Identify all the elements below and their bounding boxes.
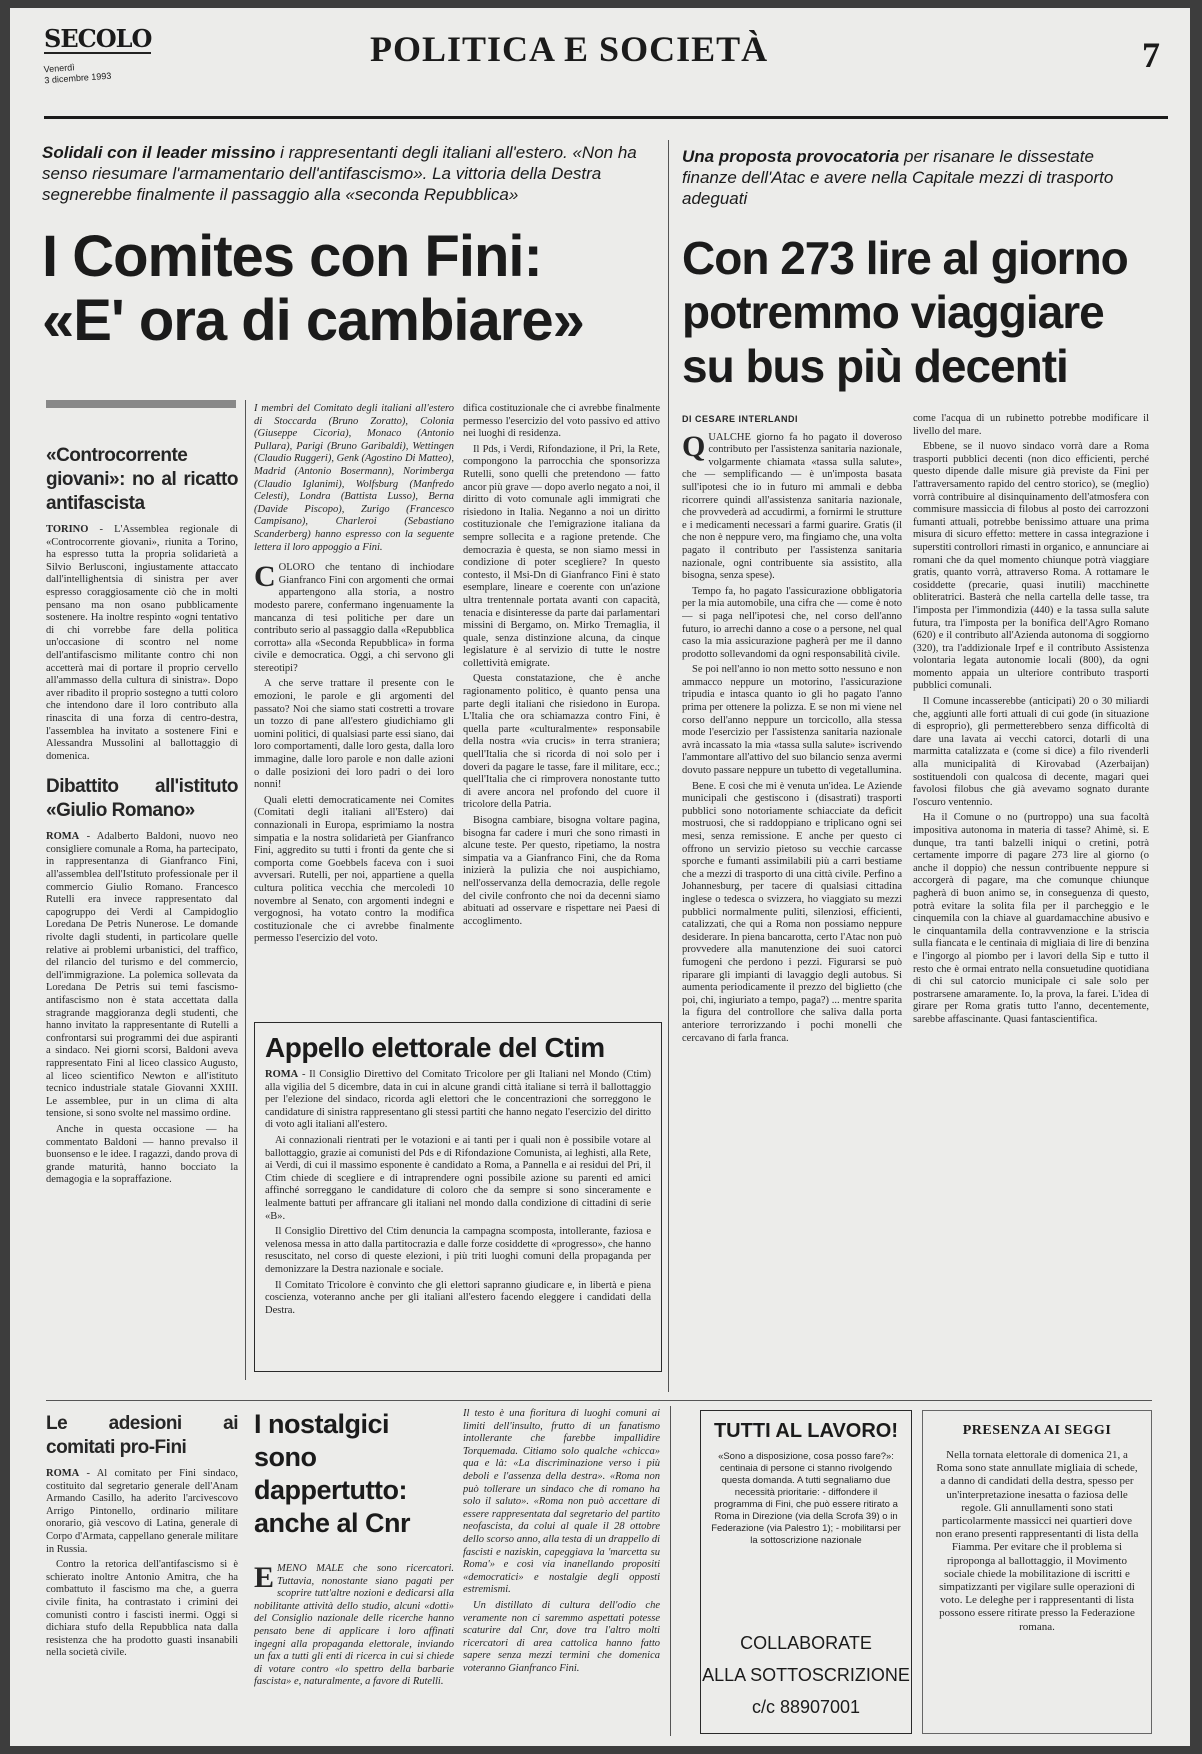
issue-date: Venerdì 3 dicembre 1993 [43,62,112,86]
ctim-box [254,1022,662,1372]
right-kicker: Una proposta provocatoria per risanare le dissestate finanze dell'Atac e avere nella Capitale mezzi di trasporto adeguati [682,147,1114,208]
newspaper-page [10,8,1190,1746]
seggi-text: Nella tornata elettorale di domenica 21, a Roma sono state annullate migliaia di schede, a danno di candidati della destra, spesso per un'interpretazione inesatta o faziosa delle regole. Gli annullamenti sono stati particolarmente massicci nei quartieri dove non erano presenti rappresentanti di lista della Fiamma. Per evitare che il problema si riproponga al ballottaggio, il Movimento sociale chiede la mobilitazione di iscritti e simpatizzanti per vigilare sulle operazioni di voto. Le deleghe per i rappresentanti di lista possono essere ritirate presso la Federazione romana. [935,1449,1139,1633]
left-headline: I Comites con Fini: «E' ora di cambiare» [42,224,584,353]
nostalgici-text-col1: EMENO MALE che sono ricercatori. Tuttavia, nonostante siano pagati per scoprire tutt'altre nozioni e dedicarsi alla nobilitante attività dello studio, alcuni «dotti» del Consiglio nazionale delle ricerche hanno pensato bene di applicare i loro affinati ingegni alla propaganda elettorale, inviando un fax a tutti gli enti di ricerca in cui si chiede di votare contro «lo spettro della barbarie fascista» e, naturalmente, a favore di Rutelli. [254,1563,454,1688]
tutti-title: TUTTI AL LAVORO! [713,1420,899,1442]
sidebar-column: «Controcorrente giovani»: no al ricatto antifascista TORINO - L'Assemblea regionale di «Controcorrente giovani», riunita a Torino, ha espresso tutta la propria solidarietà a Silvio Berlusconi, ingiustamente attaccato dall'intellighentsia di sinistra per aver espresso coraggiosamente ciò che in molti pensano ma non osano pubblicamente sostenere. Ha inoltre respinto «ogni tentativo di chi vorrebbe fare della politica un'occasione di scontro nel nome dell'antifascismo militante contro chi non accetterà mai di portare il proprio cervello all'ammasso della cultura di sinistra». Dopo aver ribadito il proprio sostegno a tutti coloro che intendono dare il loro contributo alla rinascita di una forza di centro-destra, l'assemblea ha invitato a sostenere Fini e Alessandra Mussolini al ballottaggio di domenica. Dibattito all'istituto «Giulio Romano» ROMA - Adalberto Baldoni, nuovo neo consigliere comunale a Roma, ha partecipato, in rappresentanza di Gianfranco Fini, all'assemblea dell'Istituto professionale per il commercio Giulio Romano. Francesco Rutelli era invece rappresentato dal capogruppo dei Verdi al Campidoglio Loredana De Petris Nunerose. Le domande rivolte dagli studenti, in particolare quelle relative ai problemi urbanistici, del traffico, del rilancio del turismo e del commercio, dell'immigrazione. La polemica sollevata da Loredana De Petris sui temi fascismo-antifascismo non è stata accettata dalla stragrande maggioranza degli studenti, che hanno invitato la rappresentante di Rutelli a confrontarsi sui programmi dei due aspiranti a sindaco. Nei giorni scorsi, Baldoni aveva rappresentato Fini al liceo classico Augusto, al liceo scientifico Newton e all'istituto tecnico industriale statale Giovanni XXIII. Le assemblee, pur in un clima di alta tensione, si sono svolte nel massimo ordine. Anche in questa occasione — ha commentato Baldoni — hanno prevalso il buonsenso e le idee. I ragazzi, dando prova di grande maturità, hanno bocciato la demagogia e la sopraffazione. [46,445,238,1186]
sidebar-adesioni: Le adesioni ai comitati pro-Fini ROMA - Al comitato per Fini sindaco, costituito dal segretario generale dell'Anam Armando Casillo, ha aderito l'arcivescovo Arrigo Pintonello, ordinario militare onorario, già vescovo di Latina, generale di Corpo d'Armata, cappellano generale militare in Russia. Contro la retorica dell'antifascismo si è schierato inoltre Antonio Amitra, che ha combattuto il fascismo ma che, a guerra civile finita, ha contrastato i crimini dei comunisti contro i fascisti inermi. Oggi si dichiara stufo della Repubblica nata dalla resistenza che ha prodotto guasti insanabili nella società civile. [46,1413,238,1659]
right-article-col1: DI CESARE INTERLANDI QUALCHE giorno fa ho pagato il doveroso contributo per l'assistenza sanitaria nazionale, volgarmente chiamata «tassa sulla salute», che — semplificando — è un'imposta basata sull'ipotesi che io in futuro mi ammali e debba ricorrere quindi all'assistenza sanitaria nazionale, che provvederà ad accudirmi, a fornirmi le strutture e i medicamenti necessari a farmi guarire. Gratis (il che non è neppure vero, ma fingiamo che, una volta pagato il contributo per l'assistenza sanitaria nazionale, ogni contribuente sia assistito, alla bisogna, senza spese). Tempo fa, ho pagato l'assicurazione obbligatoria per la mia automobile, una cifra che — come è noto — si paga nell'ipotesi che, nel corso dell'anno futuro, io arrechi danno a cose o a persone, nel qual caso la mia assicurazione pagherà per me il danno prodotto sollevandomi da ogni responsabilità civile. Se poi nell'anno io non metto sotto nessuno e non ammacco neppure un motorino, l'assicurazione tripudia e intasca quanto io gli ho pagato l'anno prima per ottenere la polizza. E se non mi viene nel corso dell'anno neppure un torcicollo, alla stessa mode l'esercizio per l'assistenza sanitaria nazionale avrà incassato la mia «tassa sulla salute» iscrivendo l'ammontare all'attivo del suo bilancio senza avermi dovuto passare neppure un tubetto di vegetallumina. Bene. E così che mi è venuta un'idea. Le Aziende municipali che gestiscono i (disastrati) trasporti pubblici sono notoriamente schiacciate da deficit mostruosi, che si raddoppiano e triplicano ogni sei mesi, senza remissione. E anche per questo ci offrono un servizio pietoso su vecchie carcasse sporche e fumanti assimilabili più a carri bestiame che a mezzi di trasporto di una città civile. Perfino a Johannesburg, per tacere di qualsiasi cittadina inglese o tedesca o svizzera, ho viaggiato su mezzi pubblici normalmente puliti, silenziosi, efficienti, catalizzati, che qui a Roma non possiamo neppure desiderare. In piena bancarotta, certo l'Atac non può provvedere alla manutenzione dei suoi catorci fumogeni che perdono i pezzi. Figurarsi se può riparare gli impianti di lavaggio degli autobus. Si aumenta periodicamente il prezzo del biglietto (che poi, chi, ingiuriato a tempo, paga?) ... mentre sparita la figura del controllore che saliva dalla porta anteriore terrorizzando i pochi monelli che cercavano di farla franca. [682,414,902,1044]
left-kicker: Solidali con il leader missino i rappresentanti degli italiani all'estero. «Non ha senso riesumare l'armamentario dell'antifascismo». La vittoria della Destra segnerebbe finalmente il passaggio alla «seconda Repubblica» [42,143,637,204]
ctim-text: ROMA - Il Consiglio Direttivo del Comitato Tricolore per gli Italiani nel Mondo (Ctim) alla vigilia del 5 dicembre, data in cui in alcune grandi città italiane si terrà il ballottaggio per l'elezione del sindaco, ricorda agli elettori che le concentrazioni che sorreggono le candidature di sinistra rappresentano gli stessi partiti che hanno negato l'esercizio del diritto di voto agli italiani all'estero. Ai connazionali rientrati per le votazioni e ai tanti per i quali non è possibile votare al ballottaggio, grazie ai comunisti del Pds e di Rifondazione Comunista, ai leghisti, alla Rete, ai Verdi, di cui il massimo esponente è candidato a Roma, a Pannella e ai residui del Pri, il Ctim chiede di scegliere e di intraprendere ogni possibile azione su parenti ed amici affinché sorreggano le candidature di coloro che da sempre si sono sinceramente e lealmente battuti per affrancare gli italiani nel mondo dalla condizione di cittadini di serie «B». Il Consiglio Direttivo del Ctim denuncia la campagna scomposta, intollerante, faziosa e velenosa messa in atto dalla partitocrazia e dalle forze cosiddette di «progresso», che hanno resuscitato, nel corso di queste elezioni, i più triti luoghi comuni della propaganda per demonizzare la Destra nazionale e sociale. Il Comitato Tricolore è convinto che gli elettori sapranno giudicare e, in libertà e piena coscienza, voteranno anche per gli italiani all'estero facendo eleggere i candidati della Destra. [265,1069,651,1316]
sidebar-title-dibattito: Dibattito all'istituto «Giulio Romano» [46,776,238,822]
masthead-rule [44,116,1168,119]
tutti-footer: COLLABORATE ALLA SOTTOSCRIZIONE c/c 88907001 [702,1633,910,1717]
nostalgici-text-col2: Il testo è una fioritura di luoghi comuni ai limiti dell'insulto, frutto di un fanatismo intollerante che farebbe impallidire Torquemada. Citiamo solo qualche «chicca» qua e là: «La discriminazione verso i più deboli e l'assenza della destra». «Roma non può tollerare un sindaco che di romano ha solo il saluto». «Roma non può accettare di essere rappresentata dal segretario del partito neofascista, da colui al quale il 28 ottobre dello scorso anno, alla testa di un drappello di fascisti e naziskin, capeggiava la 'marcetta su Roma'» e così via inanellando propositi «democratici» e nostalgie degli opposti estremismi. Un distillato di cultura dell'odio che veramente non ci saremmo aspettati potesse scaturire dal Cnr, dove tra l'altro molti ricercatori di area cattolica hanno fatto sapere senza mezzi termini che domenica voteranno Gianfranco Fini. [463,1408,660,1674]
center-divider [668,140,669,1392]
seggi-title: PRESENZA AI SEGGI [962,1423,1112,1438]
right-headline: Con 273 lire al giorno potremmo viaggiare su bus più decenti [682,232,1128,392]
tutti-text: «Sono a disposizione, cosa posso fare?»: centinaia di persone ci stanno rivolgendo questa domanda. A tutti segnaliamo due necessità prioritarie: - diffondere il programma di Fini, che può essere ritirato a Roma in Direzione (via della Scrofa 39) o in Federazione (via Palestro 1); - mobilitarsi per la sottoscrizione nazionale [711,1451,901,1546]
presenza-seggi-box [922,1410,1152,1734]
ctim-title: Appello elettorale del Ctim [265,1032,605,1063]
sidebar-bar [46,400,236,408]
sidebar-title-adesioni: Le adesioni ai comitati pro-Fini [46,1413,238,1458]
section-title: POLITICA E SOCIETÀ [370,29,769,69]
left-article-header [42,142,660,353]
bottom-divider [670,1406,671,1736]
nostalgici-title: I nostalgici sono dappertutto: anche al Cnr [254,1409,411,1538]
page-number: 7 [1142,35,1160,75]
tutti-al-lavoro-box [700,1410,912,1734]
right-article-col2: come l'acqua di un rubinetto potrebbe modificare il livello del mare. Ebbene, se il nuovo sindaco vorrà dare a Roma trasporti pubblici decenti (non dico efficienti, perché questo dipende dalle misure già previste da Fini per l'attraversamento rapido del centro storico), se (meglio) vorrà contribuire al disinquinamento dell'atmosfera con commisure massiccia di filobus al posto dei carrozzoni fumanti attuali, potrebbe benissimo attuare una prima misura di sicuro effetto: mettere in cassa integrazione i superstiti controllori rimasti in organico, e annunciare ai romani che da quel momento chiunque potrà viaggiare gratis, quanto vorrà, attraverso Roma. A rottamare le cosiddette (precarie, quasi inutili) macchinette obliteratrici. Basterà che nella cartella delle tasse, tra l'imposta per l'immondizia (440) e la tassa sulla salute futura, tra l'imposta per la bonifica dell'Agro Romano (620) e il contributo all'Azienda autonoma di soggiorno (320), tra l'addizionale Irpef e il contributo Assistenza volontaria legata autonomie locali (800), da ogni momento appaia un ulteriore contributo trasporti pubblici comunali. Il Comune incasserebbe (anticipati) 20 o 30 miliardi che, aggiunti alle forti attuali di cui gode (in situazione di esproprio), gli permetterebbero senza difficoltà di dare una lavata ai vecchi catorci, dotarli di una marmitta catalizzata e (come si dice) a filo rivenderli alla municipalità di Kirovabad (Azerbaijan) sostituendoli con qualcosa di decente, magari quei favolosi filobus che già avevamo sognato durante l'oscuro ventennio. Ha il Comune o no (purtroppo) una sua facoltà impositiva autonoma in materia di tasse? Ahimè, sì. E dunque, tra tanti balzelli iniqui o cretini, potrà certamente imporre di pagare 273 lire al giorno (o anche il doppio) che nessun contribuente neppure si accorgerà di pagare, ma che comunque chiunque pagherà di buon animo se, in conseguenza di questo, potrà evitare la solita fila per il parcheggio e le cinquemila con la chiave al guardamacchine abusivo e le cinquantamila della contravvenzione e la striscia sulla fiancata e le centinaia di migliaia di lire di benzina e l'ingorgo al piombo per i lavori della Sip e tutto il resto che è ormai entrato nella consuetudine quotidiana di chi sul catorcio municipale ci sale solo per postrarsene amaramente. Io, la prova, la farei. L'idea di girare per Roma gratis tutto l'anno, decentemente, sarebbe affascinante. Quasi fantascientifica. [913,413,1149,1025]
bottom-section-rule [46,1400,1152,1401]
left-article-col2: difica costituzionale che ci avrebbe finalmente permesso l'esercizio del voto passivo ed attivo nei luoghi di residenza. Il Pds, i Verdi, Rifondazione, il Pri, la Rete, compongono la parrocchia che sponsorizza Rutelli, sono quelli che pretendono — fatto ancor più grave — dopo averlo negato a noi, il diritto di voto comunale agli immigrati che risiedono in Italia. Neganno a noi un diritto costituzionale che l'emigrazione italiana da sempre sollecita e a ragione pretende. Che democrazia è questa, se non siamo messi in condizione di poter scegliere? In questo contesto, il Msi-Dn di Gianfranco Fini è stato esemplare, lineare e coerente con un'azione ultra trentennale portata avanti con capacità, tenacia e disinteresse da parte dai parlamentari missini di Bergamo, on. Mirko Tremaglia, il quale, senza distinzione alcuna, da cinque legislature è al servizio di tutte le nostre collettività emigrate. Questa constatazione, che è anche ragionamento politico, è quanto pensa una parte degli italiani che risiedono in Europa. L'Italia che ora schiamazza contro Fini, è quella parte «culturalmente» responsabile della nostra «via crucis» in terra straniera; quell'Italia che si ricorda di noi solo per i doveri da pagare le tasse, fare il militare, ecc.; quell'Italia che ci rimprovera nonostante tutto di avere ancora nel profondo del cuore il tricolore della Patria. Bisogna cambiare, bisogna voltare pagina, bisogna far cadere i muri che sono rimasti in alcune teste. Per questo, ripetiamo, la nostra simpatia va a Gianfranco Fini, che da Roma inizierà la pulizia che noi auspichiamo, nell'osservanza della democrazia, delle regole del civile confronto che noi da decenni siamo abituati ad osservare e rispettare nei Paesi di accoglimento. [463,403,660,927]
newspaper-logo: SECOLO [44,24,152,53]
right-article-header [682,146,1152,393]
sidebar-divider [245,400,246,1380]
right-byline: DI CESARE INTERLANDI [682,414,799,424]
left-article-col1: I membri del Comitato degli italiani all'estero di Stoccarda (Bruno Zoratto), Colonia (Giuseppe Cicoria), Monaco (Antonio Pullara), Parigi (Bruno Garibaldi), Wettingen (Claudio Ruggeri), Genk (Agostino Di Matteo), Madrid (Antonio Bosermann), Norimberga (Claudio Iglanimi), Wolfsburg (Manfredo Celesti), Londra (Battista Lusso), Berna (Davide Piscopo), Zurigo (Francesco Campisano), Charleroi (Sebastiano Scanderberg) hanno espresso con la seguente lettera il loro appoggio a Fini. COLORO che tentano di inchiodare Gianfranco Fini con argomenti che ormai appartengono alla storia, a nostro modesto parere, confermano ingenuamente la mancanza di tesi politiche per dare un contributo serio al passaggio dalla «Repubblica corrotta» alla «Seconda Repubblica» in forma civile e democratica. Oggi, a chi servono gli stereotipi? A che serve trattare il presente con le emozioni, le parole e gli argomenti del passato? Noi che siamo stati costretti a trovare un tozzo di pane all'estero giudichiamo gli uomini politici, di qualsiasi parte essi siano, dai loro comportamenti, dalle loro gesta, dalla loro immagine, dalle loro parole e non dalle azioni o dalle posizioni dei loro padri o dei loro nonni! Quali eletti democraticamente nei Comites (Comitati degli italiani all'Estero) dai connazionali in Europa, esprimiamo la nostra simpatia e la nostra solidarietà per Gianfranco Fini, aggredito su tutti i fronti da gente che si comporta come Goebbels faceva con i suoi avversari. Rutelli, per noi, appartiene a quella cultura politica vecchia che mercoledì 10 novembre al Senato, con argomenti indegni e vergognosi, ha votato contro la modifica costituzionale che ci avrebbe finalmente permesso l'esercizio del voto. [254,403,454,945]
sidebar-title-controcorrente: «Controcorrente giovani»: no al ricatto antifascista [46,445,238,514]
